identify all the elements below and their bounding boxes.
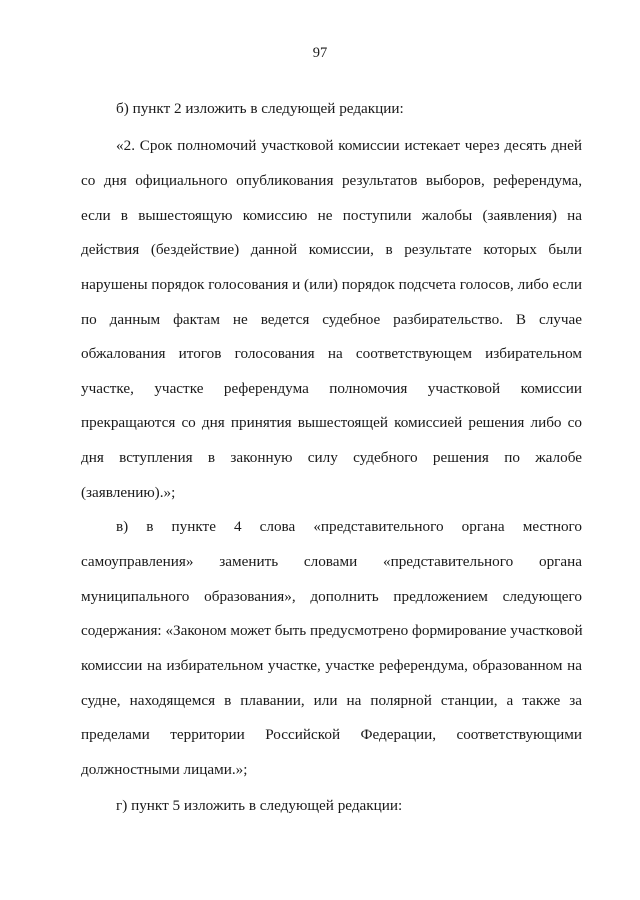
text-line: должностными лицами.»; [81, 761, 248, 778]
text-line: содержания: «Законом может быть предусмотрено формирование участковой [81, 622, 583, 639]
text-line: дня вступления в законную силу судебного решения по жалобе [81, 449, 582, 466]
text-line: в) в пункте 4 слова «представительного органа местного [116, 518, 582, 535]
text-line: самоуправления» заменить словами «представительного органа [81, 553, 582, 570]
text-line: судне, находящемся в плавании, или на полярной станции, а также за [81, 692, 582, 709]
text-line: «2. Срок полномочий участковой комиссии истекает через десять дней [116, 137, 582, 154]
text-line: участке, участке референдума полномочия участковой комиссии [81, 380, 582, 397]
text-line: б) пункт 2 изложить в следующей редакции: [116, 100, 404, 117]
text-line: (заявлению).»; [81, 484, 176, 501]
text-line: пределами территории Российской Федерации, соответствующими [81, 726, 582, 743]
text-line: муниципального образования», дополнить предложением следующего [81, 588, 582, 605]
page-number: 97 [312, 45, 328, 61]
text-line: по данным фактам не ведется судебное разбирательство. В случае [81, 311, 582, 328]
text-line: нарушены порядок голосования и (или) порядок подсчета голосов, либо если [81, 276, 583, 293]
text-line: прекращаются со дня принятия вышестоящей комиссией решения либо со [81, 414, 582, 431]
text-line: если в вышестоящую комиссию не поступили жалобы (заявления) на [81, 207, 582, 224]
text-line: обжалования итогов голосования на соответствующем избирательном [81, 345, 582, 362]
text-line: комиссии на избирательном участке, участке референдума, образованном на [81, 657, 582, 674]
text-line: г) пункт 5 изложить в следующей редакции: [116, 797, 403, 814]
text-line: со дня официального опубликования результатов выборов, референдума, [81, 172, 582, 189]
text-line: действия (бездействие) данной комиссии, в результате которых были [81, 241, 582, 258]
